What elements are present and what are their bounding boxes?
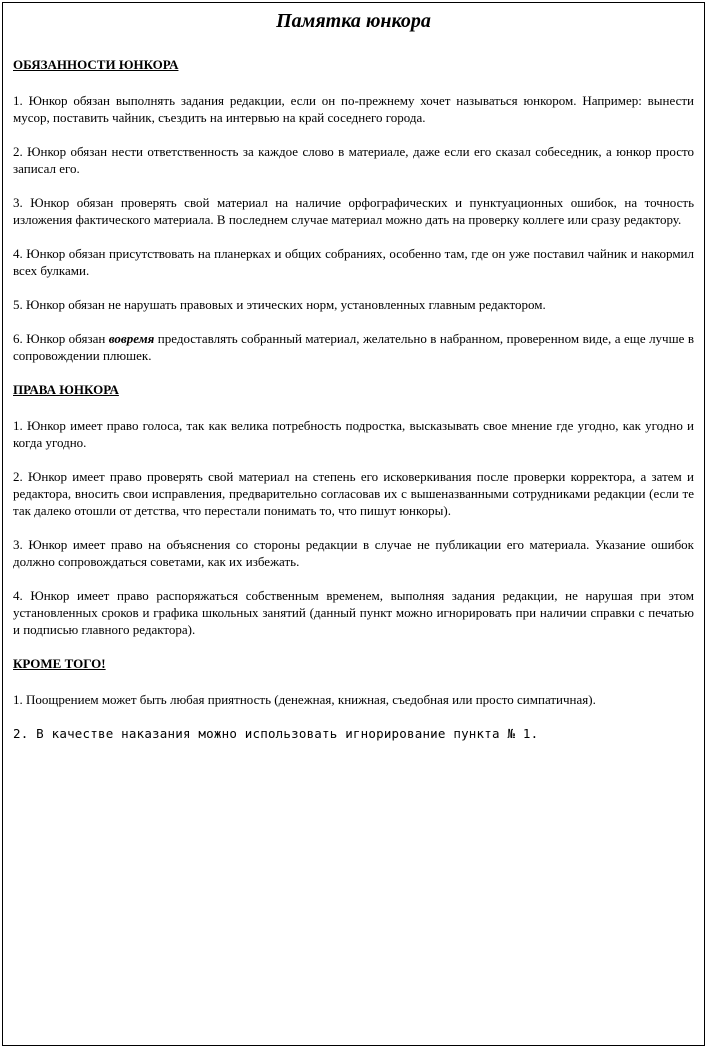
section-heading-duties: ОБЯЗАННОСТИ ЮНКОРА xyxy=(13,57,179,72)
memo-title: Памятка юнкора xyxy=(276,10,431,32)
duty-item-6-end: предоставлять собранный материал, желательно в набранном, проверенном виде, а еще лучше в сопровождении плюшек. xyxy=(13,331,694,363)
duty-item-4: 4. Юнкор обязан присутствовать на планерках и общих собраниях, особенно там, где он уже поставил чайник и накормил всех булками. xyxy=(13,246,694,278)
duty-item-6-emphasis: вовремя xyxy=(108,331,155,346)
right-item-1: 1. Юнкор имеет право голоса, так как велика потребность подростка, высказывать свое мнение где угодно, как угодно и когда угодно. xyxy=(13,418,694,450)
duty-item-3: 3. Юнкор обязан проверять свой материал на наличие орфографических и пунктуационных ошибок, на точность изложения фактического материала. В последнем случае материал можно дать на проверку коллеге или сразу редактору. xyxy=(13,195,694,227)
right-item-2: 2. Юнкор имеет право проверять свой материал на степень его исковеркивания после проверки корректора, а затем и редактора, вносить свои исправления, предварительно согласовав их с вышеназванными сотрудниками редакции (если те так далеко отошли от детства, что перестали понимать то, что пишут юнкоры). xyxy=(13,469,694,518)
duty-item-2: 2. Юнкор обязан нести ответственность за каждое слово в материале, даже если его сказал собеседник, а юнкор просто записал его. xyxy=(13,144,694,176)
memo-frame xyxy=(2,2,705,1046)
section-heading-rights: ПРАВА ЮНКОРА xyxy=(13,382,119,397)
besides-item-2: 2. В качестве наказания можно использовать игнорирование пункта № 1. xyxy=(13,726,539,741)
right-item-4: 4. Юнкор имеет право распоряжаться собственным временем, выполняя задания редакции, не нарушая при этом установленных сроков и графика школьных занятий (данный пункт можно игнорировать при наличии справки с печатью и подписью главного редактора). xyxy=(13,588,694,637)
section-heading-besides: КРОМЕ ТОГО! xyxy=(13,656,106,671)
besides-item-1: 1. Поощрением может быть любая приятность (денежная, книжная, съедобная или просто симпатичная). xyxy=(13,692,596,707)
duty-item-5: 5. Юнкор обязан не нарушать правовых и этических норм, установленных главным редактором. xyxy=(13,297,546,312)
right-item-3: 3. Юнкор имеет право на объяснения со стороны редакции в случае не публикации его материала. Указание ошибок должно сопровождаться советами, как их избежать. xyxy=(13,537,694,569)
duty-item-6-start: 6. Юнкор обязан xyxy=(13,331,109,346)
duty-item-1: 1. Юнкор обязан выполнять задания редакции, если он по-прежнему хочет называться юнкором. Например: вынести мусор, поставить чайник, съездить на интервью на край соседнего города. xyxy=(13,93,694,125)
duty-item-6 xyxy=(13,330,694,364)
